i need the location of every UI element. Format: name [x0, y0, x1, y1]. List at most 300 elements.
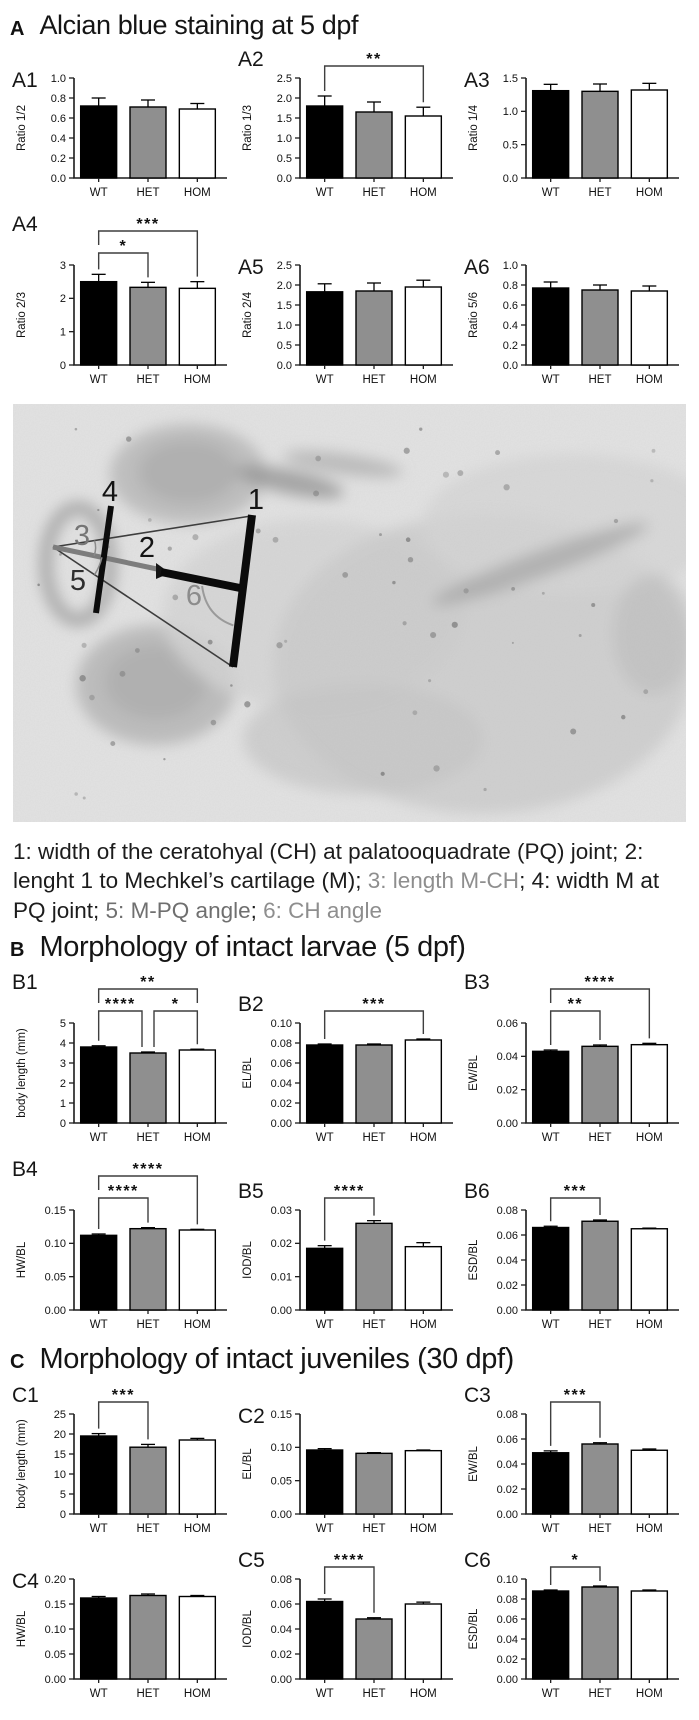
x-tick-label: HET [588, 187, 612, 200]
bar-het [356, 1224, 392, 1311]
y-tick-label: 0.04 [270, 1623, 292, 1636]
chart-c2 [236, 1400, 462, 1541]
bar-wt [81, 106, 117, 178]
y-axis-label: ESD/BL [468, 1608, 480, 1650]
y-tick-label: 0.04 [270, 1078, 292, 1091]
y-tick-label: 0.10 [270, 1018, 292, 1031]
y-tick-label: 1.5 [502, 73, 518, 86]
x-tick-label: WT [89, 1522, 108, 1535]
chart-label: B4 [12, 1158, 38, 1182]
caption-segment: 4: width M at PQ joint; [13, 868, 660, 923]
x-tick-label: HET [136, 1132, 160, 1145]
chart-a3 [462, 64, 688, 205]
x-tick-label: HOM [183, 187, 211, 200]
x-tick-label: WT [89, 374, 108, 387]
x-tick-label: HOM [183, 1522, 211, 1535]
bar-wt [307, 1249, 343, 1311]
panel-c-header [10, 1343, 699, 1375]
chart-label: B5 [238, 1180, 264, 1204]
chart-label: A1 [12, 69, 38, 93]
y-tick-label: 0.10 [496, 1573, 518, 1586]
y-tick-label: 0.08 [496, 1408, 518, 1421]
significance-bracket [99, 253, 148, 277]
annotation-number-3: 3 [73, 520, 91, 553]
chart-label: C1 [12, 1383, 39, 1407]
y-tick-label: 0.05 [44, 1271, 66, 1284]
significance-stars: *** [362, 996, 386, 1014]
bar-het [130, 1053, 166, 1123]
significance-stars: ** [567, 996, 584, 1014]
chart-label: B6 [464, 1180, 490, 1204]
bar-wt [81, 1436, 117, 1514]
x-tick-label: WT [541, 1687, 560, 1700]
bar-wt [81, 282, 117, 365]
chart-label: B1 [12, 971, 38, 995]
x-tick-label: WT [89, 1132, 108, 1145]
bar-hom [405, 287, 441, 365]
y-tick-label: 0.0 [50, 173, 66, 186]
y-tick-label: 0.03 [270, 1205, 292, 1218]
chart-row-b4-b6 [10, 1152, 699, 1337]
x-tick-label: HET [136, 1522, 160, 1535]
y-tick-label: 0.08 [270, 1038, 292, 1051]
y-tick-label: 0.15 [270, 1408, 292, 1421]
significance-bracket [551, 1198, 600, 1221]
y-tick-label: 0.08 [270, 1573, 292, 1586]
chart-a4 [10, 207, 236, 392]
chart-label: C2 [238, 1404, 265, 1428]
y-tick-label: 10 [53, 1468, 66, 1481]
y-tick-label: 0.02 [496, 1653, 518, 1666]
x-tick-label: HOM [409, 1687, 437, 1700]
y-axis-label: EL/BL [242, 1448, 254, 1480]
x-tick-label: HOM [409, 187, 437, 200]
significance-stars: **** [333, 1183, 365, 1201]
y-tick-label: 0.00 [44, 1305, 66, 1318]
bar-hom [631, 1450, 667, 1514]
chart-label: C6 [464, 1548, 491, 1572]
x-tick-label: HET [136, 374, 160, 387]
significance-bracket [325, 66, 424, 102]
significance-stars: * [119, 238, 128, 256]
x-tick-label: WT [315, 1687, 334, 1700]
annotation-number-6: 6 [185, 580, 203, 613]
micrograph-caption [13, 837, 685, 925]
chart-c6 [462, 1543, 688, 1706]
bar-het [130, 1229, 166, 1310]
y-tick-label: 1 [59, 326, 66, 339]
chart-a5 [236, 251, 462, 392]
bar-wt [533, 288, 569, 365]
x-tick-label: WT [315, 1522, 334, 1535]
significance-stars: *** [136, 216, 160, 234]
bar-hom [405, 1451, 441, 1514]
y-tick-label: 0.5 [276, 153, 292, 166]
significance-bracket [325, 1011, 424, 1039]
bar-wt [81, 1598, 117, 1679]
bar-wt [307, 1045, 343, 1123]
y-tick-label: 1.5 [276, 113, 292, 126]
y-axis-label: Ratio 2/4 [242, 292, 254, 339]
panel-a-header [10, 10, 699, 40]
y-tick-label: 0.04 [496, 1255, 518, 1268]
x-tick-label: HOM [183, 1687, 211, 1700]
y-tick-label: 1.0 [276, 320, 292, 333]
bar-wt [81, 1236, 117, 1311]
y-tick-label: 2 [59, 293, 66, 306]
y-tick-label: 0.4 [50, 133, 66, 146]
x-tick-label: HOM [635, 1132, 663, 1145]
x-tick-label: HET [362, 1687, 386, 1700]
significance-bracket [154, 1011, 197, 1047]
bar-hom [405, 1040, 441, 1123]
x-tick-label: WT [541, 187, 560, 200]
x-tick-label: WT [315, 1132, 334, 1145]
chart-c5 [236, 1543, 462, 1706]
x-tick-label: HET [362, 374, 386, 387]
bar-hom [179, 1440, 215, 1514]
significance-bracket [99, 1198, 148, 1229]
x-tick-label: WT [89, 1687, 108, 1700]
x-tick-label: HOM [635, 187, 663, 200]
bar-wt [533, 1453, 569, 1514]
x-tick-label: HET [362, 1522, 386, 1535]
y-tick-label: 0.00 [496, 1305, 518, 1318]
x-tick-label: WT [315, 187, 334, 200]
y-tick-label: 0.05 [44, 1648, 66, 1661]
y-tick-label: 0.0 [276, 360, 292, 373]
y-tick-label: 1.0 [502, 106, 518, 119]
chart-label: C5 [238, 1548, 265, 1572]
y-tick-label: 0.06 [496, 1433, 518, 1446]
chart-a6 [462, 251, 688, 392]
x-tick-label: HOM [635, 1522, 663, 1535]
bar-het [356, 1045, 392, 1123]
y-tick-label: 0.02 [496, 1483, 518, 1496]
bar-het [356, 112, 392, 178]
panel-c [0, 1343, 699, 1705]
significance-stars: ** [140, 974, 156, 992]
bar-hom [631, 1591, 667, 1679]
y-tick-label: 0.20 [44, 1573, 66, 1586]
y-tick-label: 0.00 [496, 1118, 518, 1131]
y-axis-label: Ratio 2/3 [16, 292, 28, 339]
x-tick-label: HET [362, 1319, 386, 1332]
y-tick-label: 0.02 [496, 1084, 518, 1097]
x-tick-label: HOM [183, 1132, 211, 1145]
x-tick-label: HOM [409, 1132, 437, 1145]
bar-het [356, 291, 392, 365]
panel-b-header [10, 931, 699, 963]
significance-stars: **** [584, 974, 616, 992]
micrograph-image [13, 404, 686, 822]
bar-het [356, 1619, 392, 1679]
y-tick-label: 20 [53, 1428, 66, 1441]
chart-b4 [10, 1152, 236, 1337]
significance-stars: * [571, 1551, 580, 1569]
chart-label: A4 [12, 213, 38, 237]
chart-label: A3 [464, 69, 490, 93]
panel-c-label: C [10, 1351, 25, 1374]
panel-a-label: A [10, 18, 25, 40]
x-tick-label: HET [362, 187, 386, 200]
y-tick-label: 0.00 [270, 1508, 292, 1521]
chart-b3 [462, 965, 688, 1150]
y-tick-label: 0.06 [496, 1018, 518, 1031]
significance-stars: *** [563, 1183, 587, 1201]
y-tick-label: 0.15 [44, 1205, 66, 1218]
y-tick-label: 0.00 [496, 1673, 518, 1686]
y-tick-label: 0 [59, 1508, 66, 1521]
y-tick-label: 0.0 [502, 173, 518, 186]
x-tick-label: WT [541, 1132, 560, 1145]
x-tick-label: WT [541, 374, 560, 387]
significance-stars: **** [132, 1161, 164, 1179]
y-axis-label: EW/BL [468, 1446, 480, 1482]
caption-segment: ; [250, 897, 264, 923]
y-tick-label: 2.5 [276, 73, 292, 86]
bar-het [130, 1447, 166, 1514]
y-tick-label: 0.04 [496, 1458, 518, 1471]
bar-hom [179, 289, 215, 366]
y-tick-label: 2.0 [276, 280, 292, 293]
chart-c4 [10, 1565, 236, 1706]
chart-b5 [236, 1174, 462, 1337]
chart-label: B2 [238, 993, 264, 1017]
y-tick-label: 2.0 [276, 93, 292, 106]
y-tick-label: 0.6 [50, 113, 66, 126]
chart-a2 [236, 42, 462, 205]
y-tick-label: 0.02 [270, 1238, 292, 1251]
chart-label: A6 [464, 256, 490, 280]
chart-label: C4 [12, 1569, 39, 1593]
y-tick-label: 0.0 [276, 173, 292, 186]
bar-hom [631, 291, 667, 365]
panel-a-title: Alcian blue staining at 5 dpf [39, 10, 359, 40]
annotation-number-2: 2 [138, 532, 156, 565]
x-tick-label: HET [136, 1319, 160, 1332]
y-tick-label: 2.5 [276, 260, 292, 273]
y-axis-label: IOD/BL [242, 1610, 254, 1648]
x-tick-label: HET [588, 1522, 612, 1535]
x-tick-label: HOM [409, 1319, 437, 1332]
y-tick-label: 0.00 [270, 1673, 292, 1686]
chart-label: B3 [464, 971, 490, 995]
micrograph [13, 404, 699, 827]
bar-hom [631, 1045, 667, 1123]
caption-segment: ; [519, 868, 532, 894]
y-tick-label: 0.01 [270, 1271, 292, 1284]
y-tick-label: 1.0 [276, 133, 292, 146]
bar-het [582, 1587, 618, 1679]
chart-row-a1-a3 [10, 42, 699, 205]
y-axis-label: HW/BL [16, 1242, 28, 1279]
chart-b1 [10, 965, 236, 1150]
y-tick-label: 0.00 [270, 1305, 292, 1318]
panel-b-title: Morphology of intact larvae (5 dpf) [39, 930, 466, 963]
significance-bracket [551, 1011, 600, 1045]
y-tick-label: 0.0 [502, 360, 518, 373]
y-axis-label: HW/BL [16, 1610, 28, 1648]
y-tick-label: 0.00 [44, 1673, 66, 1686]
bar-het [130, 288, 166, 366]
bar-wt [533, 1052, 569, 1124]
y-tick-label: 0.06 [270, 1058, 292, 1071]
y-tick-label: 0 [59, 1118, 66, 1131]
significance-bracket [99, 1011, 142, 1047]
y-tick-label: 25 [53, 1408, 66, 1421]
panel-a [0, 10, 699, 925]
annotation-number-5: 5 [69, 565, 87, 598]
significance-stars: *** [111, 1386, 135, 1404]
bar-hom [405, 1604, 441, 1679]
y-tick-label: 0.4 [502, 320, 518, 333]
significance-stars: **** [104, 996, 136, 1014]
panel-b-label: B [10, 938, 25, 961]
y-tick-label: 0.5 [502, 139, 518, 152]
x-tick-label: HOM [183, 1319, 211, 1332]
caption-segment: 1: width of the ceratohyal (CH) at palatooquadrate (PQ) joint; 2: lenght 1 to Mechkel’s cartilage (M); [13, 839, 644, 894]
y-tick-label: 0.10 [44, 1238, 66, 1251]
y-tick-label: 3 [59, 1058, 66, 1071]
annotation-number-4: 4 [101, 476, 119, 509]
bar-het [582, 1222, 618, 1311]
x-tick-label: HOM [409, 1522, 437, 1535]
y-axis-label: Ratio 1/3 [242, 105, 254, 152]
y-axis-label: Ratio 5/6 [468, 292, 480, 339]
x-tick-label: WT [89, 1319, 108, 1332]
bar-wt [533, 91, 569, 178]
bar-het [582, 290, 618, 365]
y-tick-label: 5 [59, 1018, 66, 1031]
chart-b2 [236, 987, 462, 1150]
y-tick-label: 0.10 [270, 1442, 292, 1455]
x-tick-label: HOM [635, 1319, 663, 1332]
x-tick-label: WT [541, 1319, 560, 1332]
y-tick-label: 0.04 [496, 1633, 518, 1646]
bar-het [582, 1444, 618, 1514]
significance-bracket [551, 1402, 600, 1446]
y-tick-label: 0.02 [270, 1098, 292, 1111]
y-axis-label: EW/BL [468, 1055, 480, 1092]
bar-het [582, 92, 618, 179]
chart-row-b1-b3 [10, 965, 699, 1150]
bar-wt [307, 292, 343, 365]
y-tick-label: 1 [59, 1098, 66, 1111]
bar-wt [307, 1601, 343, 1679]
significance-stars: *** [563, 1386, 587, 1404]
x-tick-label: HET [136, 187, 160, 200]
x-tick-label: WT [541, 1522, 560, 1535]
significance-stars: ** [366, 51, 382, 69]
y-tick-label: 0.00 [496, 1508, 518, 1521]
y-tick-label: 0.8 [50, 93, 66, 106]
chart-c3 [462, 1378, 688, 1541]
y-tick-label: 0.8 [502, 280, 518, 293]
y-tick-label: 0.06 [270, 1598, 292, 1611]
chart-b6 [462, 1174, 688, 1337]
bar-hom [405, 116, 441, 178]
film-grain [13, 404, 686, 822]
caption-segment: 3: length M-CH [367, 868, 520, 894]
x-tick-label: HET [588, 1687, 612, 1700]
significance-stars: **** [107, 1183, 139, 1201]
x-tick-label: WT [315, 374, 334, 387]
y-axis-label: ESD/BL [468, 1239, 480, 1281]
chart-label: A5 [238, 256, 264, 280]
y-tick-label: 0.02 [270, 1648, 292, 1661]
bar-hom [405, 1247, 441, 1310]
x-tick-label: WT [89, 187, 108, 200]
y-tick-label: 0 [59, 360, 66, 373]
y-tick-label: 4 [59, 1038, 66, 1051]
y-tick-label: 0.06 [496, 1613, 518, 1626]
chart-a1 [10, 64, 236, 205]
y-tick-label: 0.04 [496, 1051, 518, 1064]
caption-segment: 6: CH angle [263, 897, 382, 923]
y-axis-label: IOD/BL [242, 1241, 254, 1280]
y-tick-label: 15 [53, 1448, 66, 1461]
y-tick-label: 0.15 [44, 1598, 66, 1611]
significance-stars: **** [333, 1551, 365, 1569]
caption-segment: 5: M-PQ angle [105, 897, 251, 923]
chart-row-c4-c6 [10, 1543, 699, 1706]
annotation-number-1: 1 [247, 484, 265, 517]
y-tick-label: 0.06 [496, 1230, 518, 1243]
bar-hom [631, 90, 667, 178]
chart-row-a4-a6 [10, 207, 699, 392]
y-tick-label: 0.6 [502, 300, 518, 313]
bar-wt [533, 1228, 569, 1311]
significance-bracket [551, 1567, 600, 1585]
x-tick-label: HOM [635, 374, 663, 387]
x-tick-label: HOM [183, 374, 211, 387]
y-tick-label: 0.02 [496, 1280, 518, 1293]
bar-hom [179, 1596, 215, 1679]
bar-het [130, 107, 166, 178]
x-tick-label: HET [588, 1132, 612, 1145]
y-axis-label: Ratio 1/4 [468, 105, 480, 152]
y-tick-label: 0.08 [496, 1205, 518, 1218]
panel-b [0, 931, 699, 1337]
y-tick-label: 1.0 [502, 260, 518, 273]
x-tick-label: HET [588, 374, 612, 387]
x-tick-label: HET [588, 1319, 612, 1332]
y-tick-label: 3 [59, 260, 66, 273]
panel-c-title: Morphology of intact juveniles (30 dpf) [39, 1343, 514, 1376]
chart-row-c1-c3 [10, 1378, 699, 1541]
y-tick-label: 1.0 [50, 73, 66, 86]
y-tick-label: 0.00 [270, 1118, 292, 1131]
x-tick-label: HOM [635, 1687, 663, 1700]
y-tick-label: 0.2 [502, 340, 518, 353]
y-tick-label: 5 [59, 1488, 66, 1501]
y-axis-label: Ratio 1/2 [16, 105, 28, 152]
bar-wt [533, 1591, 569, 1679]
bar-het [582, 1047, 618, 1124]
x-tick-label: HOM [409, 374, 437, 387]
y-axis-label: EL/BL [242, 1057, 254, 1090]
bar-hom [631, 1229, 667, 1310]
chart-label: C3 [464, 1383, 491, 1407]
y-tick-label: 0.2 [50, 153, 66, 166]
bar-het [130, 1595, 166, 1679]
y-tick-label: 2 [59, 1078, 66, 1091]
y-tick-label: 0.10 [44, 1623, 66, 1636]
y-tick-label: 1.5 [276, 300, 292, 313]
x-tick-label: HET [362, 1132, 386, 1145]
y-axis-label: body length (mm) [16, 1028, 28, 1119]
